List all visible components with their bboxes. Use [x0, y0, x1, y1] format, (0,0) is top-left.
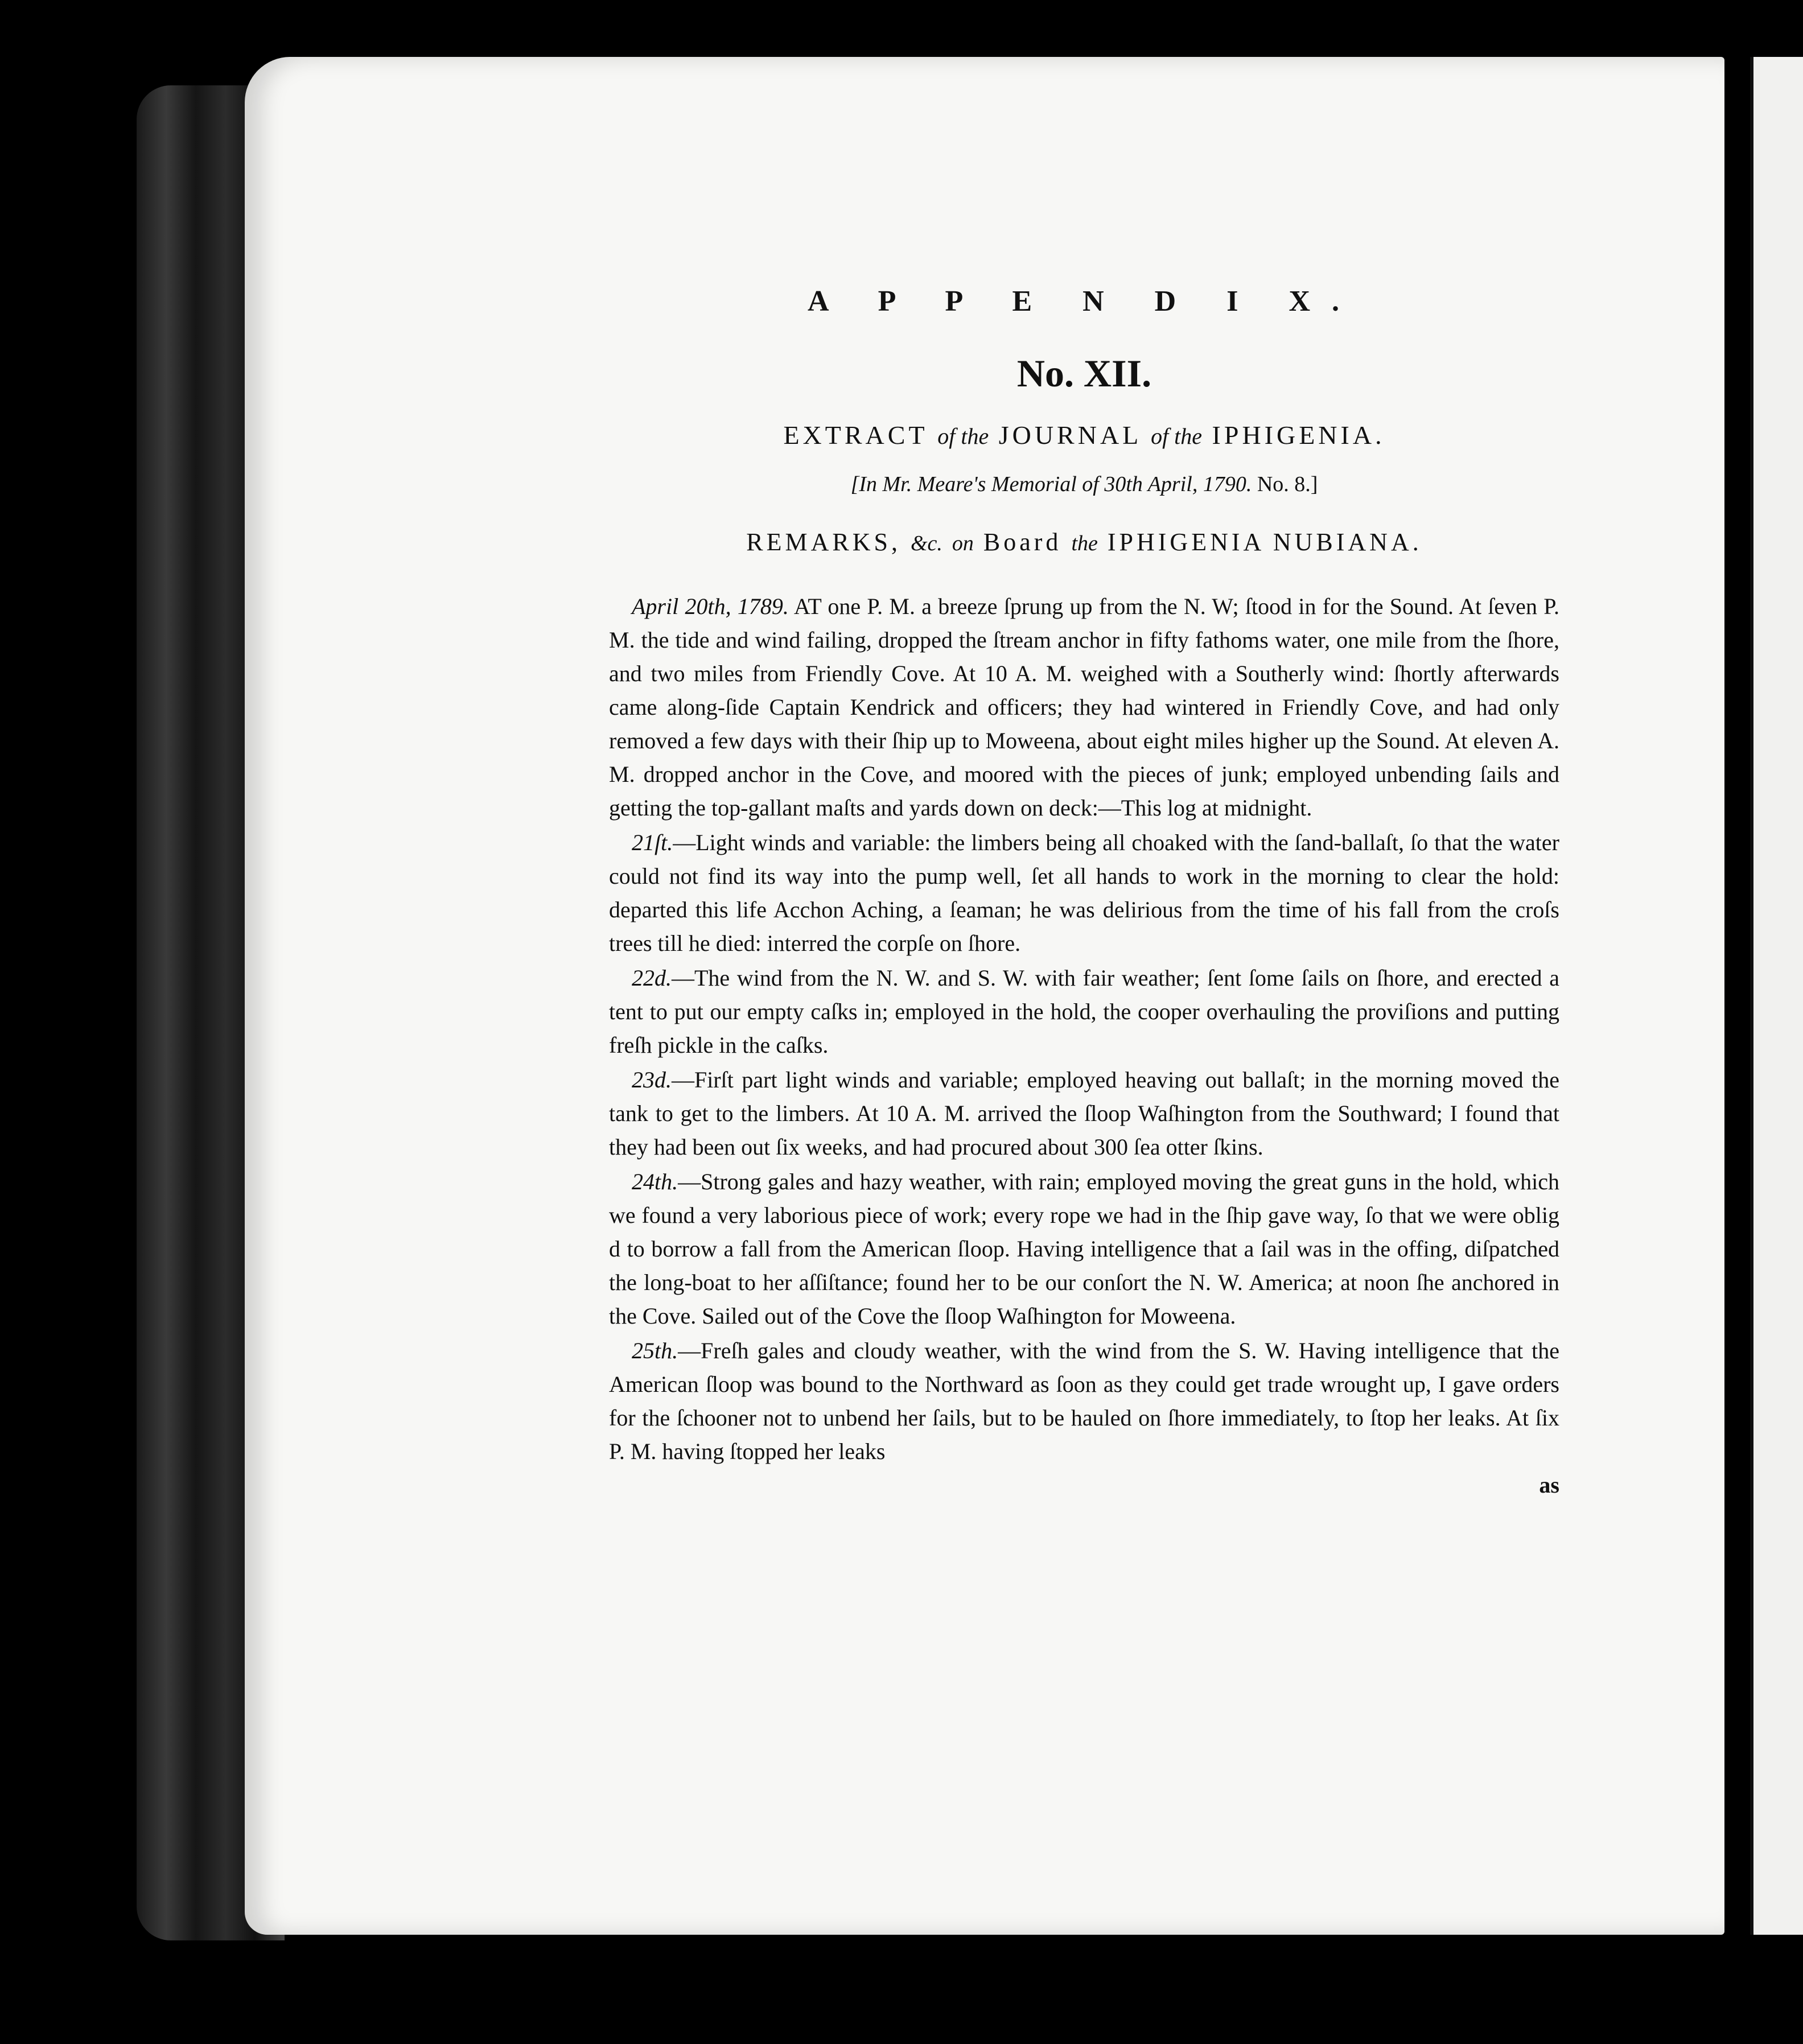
entry-text: AT one P. M. a breeze ſprung up from the N. W; ſtood in for the Sound. At ſeven P. M. the tide and wind failing, dropped the ſtream anchor in fifty fathoms water, one mile from the ſhore, and two miles from Friendly Cove. At 10 A. M. weighed with a Southerly wind: ſhortly afterwards came along-ſide Captain Kendrick and officers; they had wintered in Friendly Cove, and had only removed a few days with their ſhip up to Moweena, about eight miles higher up the Sound. At eleven A. M. dropped anchor in the Cove, and moored with the pieces of junk; employed unbending ſails and getting the top-gallant maſts and yards down on deck:—This log at midnight.	[609, 594, 1560, 821]
memorial-text: [In Mr. Meare's Memorial of 30th April, 1790.	[850, 472, 1252, 496]
extract-word: EXTRACT	[783, 421, 928, 450]
journal-entry	[609, 826, 1559, 960]
page-content	[609, 285, 1559, 1498]
remarks-word: REMARKS,	[746, 528, 901, 556]
journal-entry	[609, 1165, 1559, 1333]
entry-date: 25th.	[632, 1338, 678, 1363]
remarks-the: the	[1071, 531, 1098, 555]
memorial-reference	[609, 472, 1559, 497]
journal-entry	[609, 590, 1559, 825]
extract-title	[609, 420, 1559, 450]
entry-date: 21ſt.	[632, 830, 673, 855]
entry-text: —The wind from the N. W. and S. W. with fair weather; ſent ſome ſails on ſhore, and erected a tent to put our empty caſks in; employed in the hold, the cooper overhauling the proviſions and putting freſh pickle in the caſks.	[609, 965, 1559, 1058]
remarks-heading	[609, 528, 1559, 557]
entry-text: —Firſt part light winds and variable; employed heaving out ballaſt; in the morning moved the tank to get to the limbers. At 10 A. M. arrived the ſloop Waſhington from the Southward; I found that they had been out ſix weeks, and had procured about 300 ſea otter ſkins.	[609, 1067, 1559, 1160]
entry-date: April 20th, 1789.	[632, 594, 789, 619]
remarks-ship-name: IPHIGENIA NUBIANA.	[1107, 528, 1422, 556]
remarks-board: Board	[983, 528, 1062, 556]
facing-page-edge	[1750, 57, 1803, 1935]
extract-of-the-2: of the	[1151, 423, 1203, 449]
entry-text: —Light winds and variable: the limbers being all choaked with the ſand-ballaſt, ſo that the water could not find its way into the pump well, ſet all hands to work in the morning to clear the hold: departed this life Acchon Aching, a ſeaman; he was delirious from the time of his fall from the croſs trees till he died: interred the corpſe on ſhore.	[609, 830, 1559, 956]
section-number: No. XII.	[1016, 352, 1152, 395]
extract-of-the-1: of the	[937, 423, 989, 449]
entry-date: 23d.	[632, 1067, 672, 1093]
catchword: as	[1539, 1472, 1559, 1498]
remarks-etc: &c.	[910, 531, 942, 555]
remarks-on: on	[952, 531, 974, 555]
memorial-no: No. 8.]	[1257, 472, 1318, 496]
entry-text: —Freſh gales and cloudy weather, with the wind from the S. W. Having intelligence that the American ſloop was bound to the Northward as ſoon as they could get trade wrought up, I gave orders for the ſchooner not to unbend her ſails, but to be hauled on ſhore immediately, to ſtop her leaks. At ſix P. M. having ſtopped her leaks	[609, 1338, 1559, 1464]
entry-date: 22d.	[632, 965, 672, 991]
appendix-heading: A P P E N D I X.	[807, 285, 1361, 318]
journal-word: JOURNAL	[998, 421, 1141, 450]
journal-entry	[609, 961, 1559, 1062]
ship-name: IPHIGENIA.	[1212, 421, 1385, 450]
journal-entry	[609, 1334, 1559, 1468]
entry-date: 24th.	[632, 1169, 678, 1194]
entry-text: —Strong gales and hazy weather, with rain; employed moving the great guns in the hold, which we found a very laborious piece of work; every rope we had in the ſhip gave way, ſo that we were oblig d to borrow a fall from the American ſloop. Having intelligence that a ſail was in the offing, diſpatched the long-boat to her aſſiſtance; found her to be our conſort the N. W. America; at noon ſhe anchored in the Cove. Sailed out of the Cove the ſloop Waſhington for Moweena.	[609, 1169, 1559, 1329]
journal-entry	[609, 1063, 1559, 1164]
